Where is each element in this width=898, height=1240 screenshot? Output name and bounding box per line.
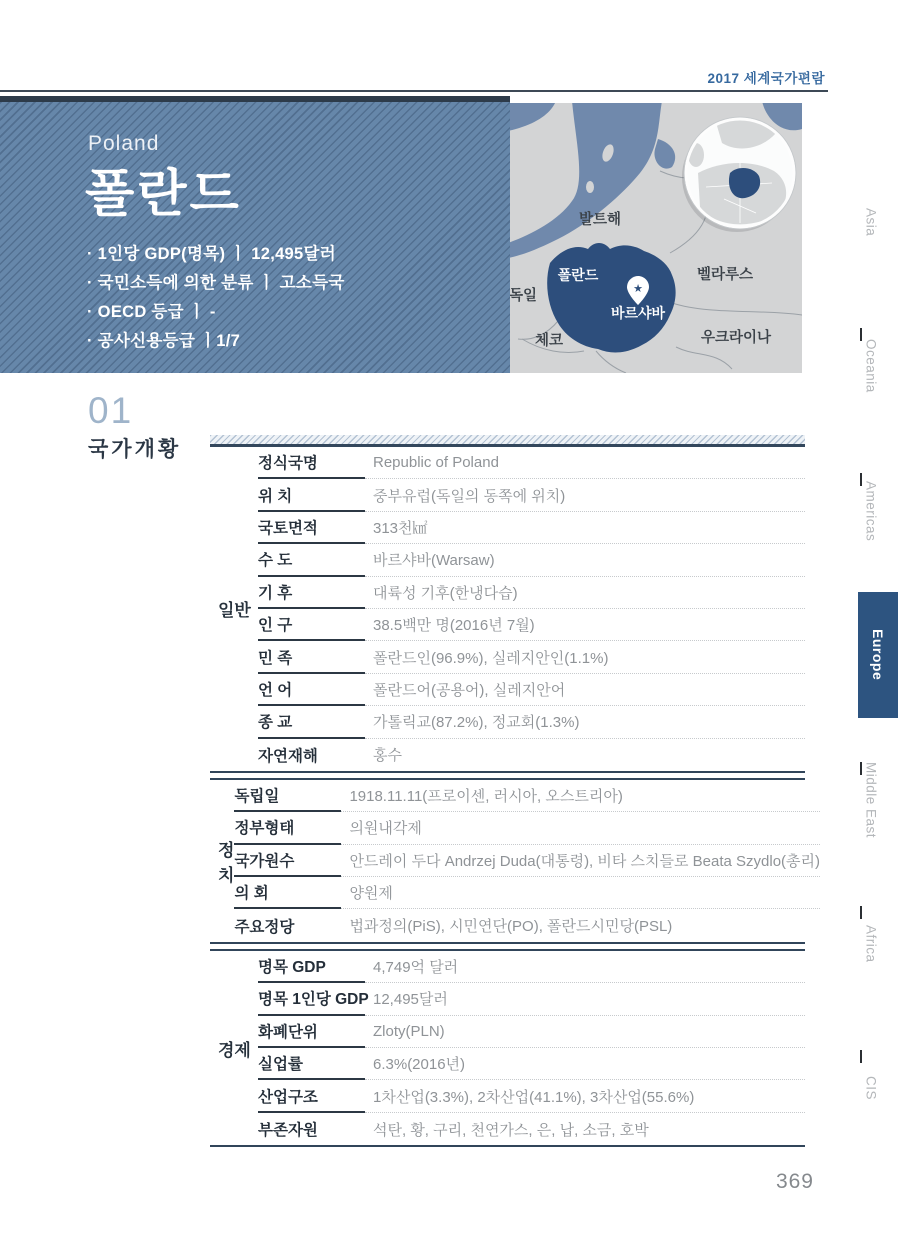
table-row — [234, 877, 820, 909]
row-value: 38.5백만 명(2016년 7월) — [365, 609, 805, 641]
row-value: 1918.11.11(프로이센, 러시아, 오스트리아) — [341, 780, 820, 812]
table-row — [258, 479, 805, 511]
row-value: 1차산업(3.3%), 2차산업(41.1%), 3차산업(55.6%) — [365, 1080, 805, 1112]
key-facts-list — [87, 240, 345, 356]
table-group-2 — [210, 780, 821, 942]
row-label: 수 도 — [258, 544, 365, 576]
table-group-1 — [210, 447, 805, 771]
row-label: 의 회 — [234, 877, 341, 909]
row-value: 12,495달러 — [365, 983, 805, 1015]
table-row — [258, 447, 805, 479]
region-tab-oceania[interactable]: Oceania — [863, 339, 879, 393]
group-divider — [210, 771, 805, 780]
country-overview-table — [210, 435, 821, 1147]
table-row — [258, 1080, 805, 1112]
row-label: 정부형태 — [234, 812, 341, 844]
row-value: 313천㎢ — [365, 512, 805, 544]
row-label: 독립일 — [234, 780, 341, 812]
country-name-ko: 폴란드 — [85, 165, 242, 222]
table-row — [258, 739, 805, 771]
row-value: 석탄, 황, 구리, 천연가스, 은, 납, 소금, 호박 — [373, 1121, 649, 1139]
map-label-capital: 바르샤바 — [610, 305, 666, 321]
region-tab-asia[interactable]: Asia — [863, 207, 879, 237]
table-bottom-rule — [210, 1145, 805, 1147]
page-number: 369 — [775, 1170, 814, 1193]
table-row — [258, 544, 805, 576]
key-fact: · 국민소득에 의한 분류 ㅣ 고소득국 — [87, 274, 345, 292]
row-label: 산업구조 — [258, 1080, 365, 1112]
table-row — [258, 674, 805, 706]
table-row — [234, 812, 820, 844]
row-label: 주요정당 — [234, 918, 295, 936]
table-hatch-bar — [210, 435, 805, 447]
country-banner — [0, 96, 510, 373]
table-row — [258, 1113, 805, 1145]
row-label: 국가원수 — [234, 845, 341, 877]
row-value: 중부유럽(독일의 동쪽에 위치) — [365, 479, 805, 511]
table-row — [234, 909, 820, 941]
section-title: 국가개황 — [88, 438, 182, 461]
row-value: 대륙성 기후(한냉다습) — [365, 577, 805, 609]
row-value: 폴란드인(96.9%), 실레지안인(1.1%) — [365, 641, 805, 673]
table-row — [234, 845, 820, 877]
row-label: 위 치 — [258, 479, 365, 511]
svg-text:★: ★ — [633, 283, 643, 295]
row-value: 가톨릭교(87.2%), 정교회(1.3%) — [365, 706, 805, 738]
row-label: 부존자원 — [258, 1122, 318, 1139]
country-name-en: Poland — [88, 132, 160, 155]
row-value: Zloty(PLN) — [365, 1016, 805, 1048]
row-value: Republic of Poland — [365, 447, 805, 479]
row-label: 종 교 — [258, 706, 365, 738]
table-row — [258, 983, 805, 1015]
table-row — [258, 1048, 805, 1080]
map-label-germany: 독일 — [510, 288, 538, 304]
row-label: 언 어 — [258, 674, 365, 706]
row-label: 명목 1인당 GDP — [258, 983, 365, 1015]
row-value: 폴란드어(공용어), 실레지안어 — [365, 674, 805, 706]
key-fact: · OECD 등급 ㅣ - — [87, 303, 216, 321]
row-value: 의원내각제 — [341, 812, 820, 844]
map-graphic — [510, 103, 802, 373]
table-row — [258, 577, 805, 609]
table-row — [258, 706, 805, 738]
row-value: 4,749억 달러 — [365, 951, 805, 983]
group-divider — [210, 942, 805, 951]
book-title: 2017 세계국가편람 — [707, 71, 825, 86]
map-label-baltic-sea: 발트해 — [578, 212, 622, 228]
row-label: 인 구 — [258, 609, 365, 641]
row-label: 명목 GDP — [258, 951, 365, 983]
row-label: 화폐단위 — [258, 1016, 365, 1048]
map-label-ukraine: 우크라이나 — [700, 330, 772, 346]
table-group-name: 경제 — [218, 1040, 251, 1060]
map-label-poland: 폴란드 — [557, 267, 599, 283]
key-fact: · 1인당 GDP(명목) ㅣ 12,495달러 — [87, 245, 336, 263]
map-label-czech: 체코 — [534, 333, 564, 349]
table-group-name: 일반 — [218, 601, 251, 621]
table-group-3 — [210, 951, 805, 1145]
header-rule — [0, 90, 828, 92]
row-value: 바르샤바(Warsaw) — [365, 544, 805, 576]
region-tab-europe[interactable]: Europe — [858, 592, 898, 718]
table-group-name: 정치 — [218, 840, 235, 885]
row-value: 6.3%(2016년) — [365, 1048, 805, 1080]
region-tab-americas[interactable]: Americas — [863, 480, 879, 542]
region-tab-cis[interactable]: CIS — [863, 1075, 879, 1100]
row-label: 국토면적 — [258, 512, 365, 544]
table-row — [234, 780, 820, 812]
table-row — [258, 951, 805, 983]
row-label: 자연재해 — [258, 747, 318, 765]
region-tab-middle-east[interactable]: Middle East — [863, 761, 879, 839]
table-row — [258, 1016, 805, 1048]
table-row — [258, 641, 805, 673]
country-map — [510, 103, 802, 373]
region-tab-africa[interactable]: Africa — [863, 925, 879, 963]
row-label: 정식국명 — [258, 447, 365, 479]
row-value: 법과정의(PiS), 시민연단(PO), 폴란드시민당(PSL) — [349, 918, 673, 936]
key-fact: · 공사신용등급 ㅣ1/7 — [87, 332, 241, 350]
row-label: 실업률 — [258, 1048, 365, 1080]
row-value: 양원제 — [341, 877, 820, 909]
row-label: 민 족 — [258, 641, 365, 673]
section-number: 01 — [88, 390, 134, 431]
map-label-belarus: 벨라루스 — [696, 267, 754, 283]
table-row — [258, 609, 805, 641]
row-label: 기 후 — [258, 577, 365, 609]
row-value: 안드레이 두다 Andrzej Duda(대통령), 비타 스치들로 Beata Szydlo(총리) — [341, 845, 820, 877]
row-value: 홍수 — [373, 747, 402, 765]
table-row — [258, 512, 805, 544]
